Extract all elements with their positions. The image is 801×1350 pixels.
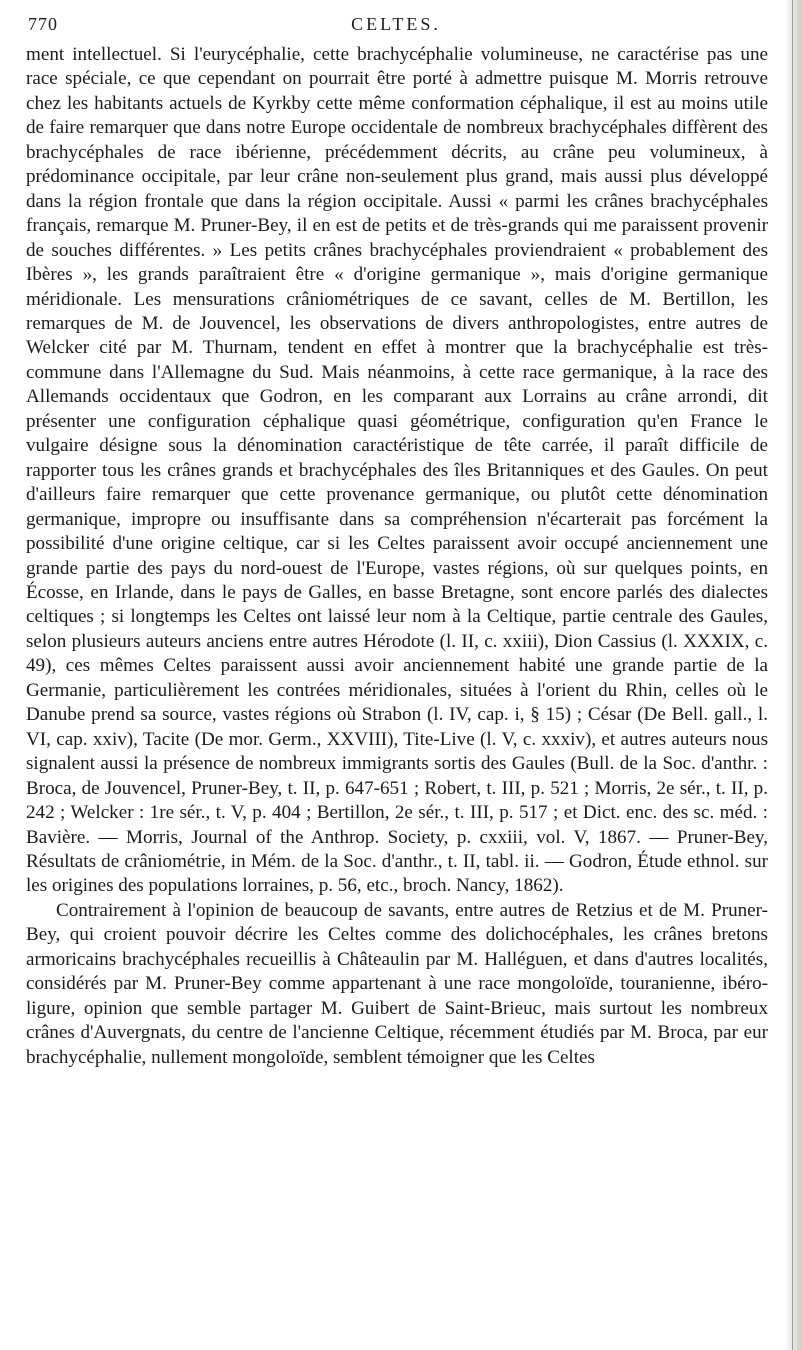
page-body <box>26 43 768 1070</box>
running-title: CELTES. <box>351 14 441 34</box>
page-edge-line <box>792 0 793 1350</box>
paragraph-2: Contrairement à l'opinion de beaucoup de savants, entre autres de Retzius et de M. Pruner-Bey, qui croient pouvoir décrire les Celtes comme des dolichocéphales, les crânes bretons armoricains brachycéphales recueillis à Châteaulin par M. Halléguen, et dans d'autres localités, considérés par M. Pruner-Bey comme appartenant à une race mongoloïde, touranienne, ibéro-ligure, opinion que semble partager M. Guibert de Saint-Brieuc, mais surtout les nombreux crânes d'Auvergnats, du centre de l'ancienne Celtique, récemment étudiés par M. Broca, par eur brachycéphalie, nullement mongoloïde, semblent témoigner que les Celtes <box>26 899 768 1068</box>
running-header <box>26 14 766 38</box>
paragraph-1: ment intellectuel. Si l'eurycéphalie, cette brachycéphalie volumineuse, ne caractérise pas une race spéciale, ce que cependant on pourrait être porté à admettre puisque M. Morris retrouve chez les habitants actuels de Kyrkby cette même conformation céphalique, il est au moins utile de faire remarquer que dans notre Europe occidentale de nombreux brachycéphales diffèrent des brachycéphales de race ibérienne, précédemment décrits, au crâne peu volumineux, à prédominance occipitale, par leur crâne non-seulement plus grand, mais aussi plus développé dans la région frontale que dans la région occipitale. Aussi « parmi les crânes brachycéphales français, remarque M. Pruner-Bey, il en est de petits et de très-grands qui me paraissent provenir de souches différentes. » Les petits crânes brachycéphales proviendraient « probablement des Ibères », les grands paraîtraient être « d'origine germanique », mais d'origine germanique méridionale. Les mensurations crâniométriques de ce savant, celles de M. Bertillon, les remarques de M. de Jouvencel, les observations de divers anthropologistes, entre autres de Welcker cité par M. Thurnam, tendent en effet à montrer que la brachycéphalie est très-commune dans l'Allemagne du Sud. Mais néanmoins, à cette race germanique, à la race des Allemands occidentaux que Godron, en les comparant aux Lorrains au crâne arrondi, dit présenter une configuration céphalique quasi géométrique, configuration qu'en France le vulgaire désigne sous la dénomination caractéristique de tête carrée, il paraît difficile de rapporter tous les crânes grands et brachycéphales des îles Britanniques et des Gaules. On peut d'ailleurs faire remarquer que cette provenance germanique, ou plutôt cette dénomination germanique, impropre ou insuffisante dans sa compréhension n'écarterait pas forcément la possibilité d'une origine celtique, car si les Celtes paraissent avoir occupé anciennement une grande partie des pays du nord-ouest de l'Europe, vastes régions, où sur quelques points, en Écosse, en Irlande, dans le pays de Galles, en basse Bretagne, sont encore parlés des dialectes celtiques ; si longtemps les Celtes ont laissé leur nom à la Celtique, partie centrale des Gaules, selon plusieurs auteurs anciens entre autres Hérodote (l. II, c. xxiii), Dion Cassius (l. XXXIX, c. 49), ces mêmes Celtes paraissent aussi avoir anciennement habité une grande partie de la Germanie, particulièrement les contrées méridionales, situées à l'orient du Rhin, celles où le Danube prend sa source, vastes régions où Strabon (l. IV, cap. i, § 15) ; César (De Bell. gall., l. VI, cap. xxiv), Tacite (De mor. Germ., XXVIII), Tite-Live (l. V, c. xxxiv), et autres auteurs nous signalent aussi la présence de nombreux immigrants sortis des Gaules (Bull. de la Soc. d'anthr. : Broca, de Jouvencel, Pruner-Bey, t. II, p. 647-651 ; Robert, t. III, p. 521 ; Morris, 2e sér., t. II, p. 242 ; Welcker : 1re sér., t. V, p. 404 ; Bertillon, 2e sér., t. III, p. 517 ; et Dict. enc. des sc. méd. : Bavière. — Morris, Journal of the Anthrop. Society, p. cxxiii, vol. V, 1867. — Pruner-Bey, Résultats de crâniométrie, in Mém. de la Soc. d'anthr., t. II, tabl. ii. — Godron, Étude ethnol. sur les origines des populations lorraines, p. 56, etc., broch. Nancy, 1862). <box>26 44 768 897</box>
page-number: 770 <box>28 14 58 34</box>
